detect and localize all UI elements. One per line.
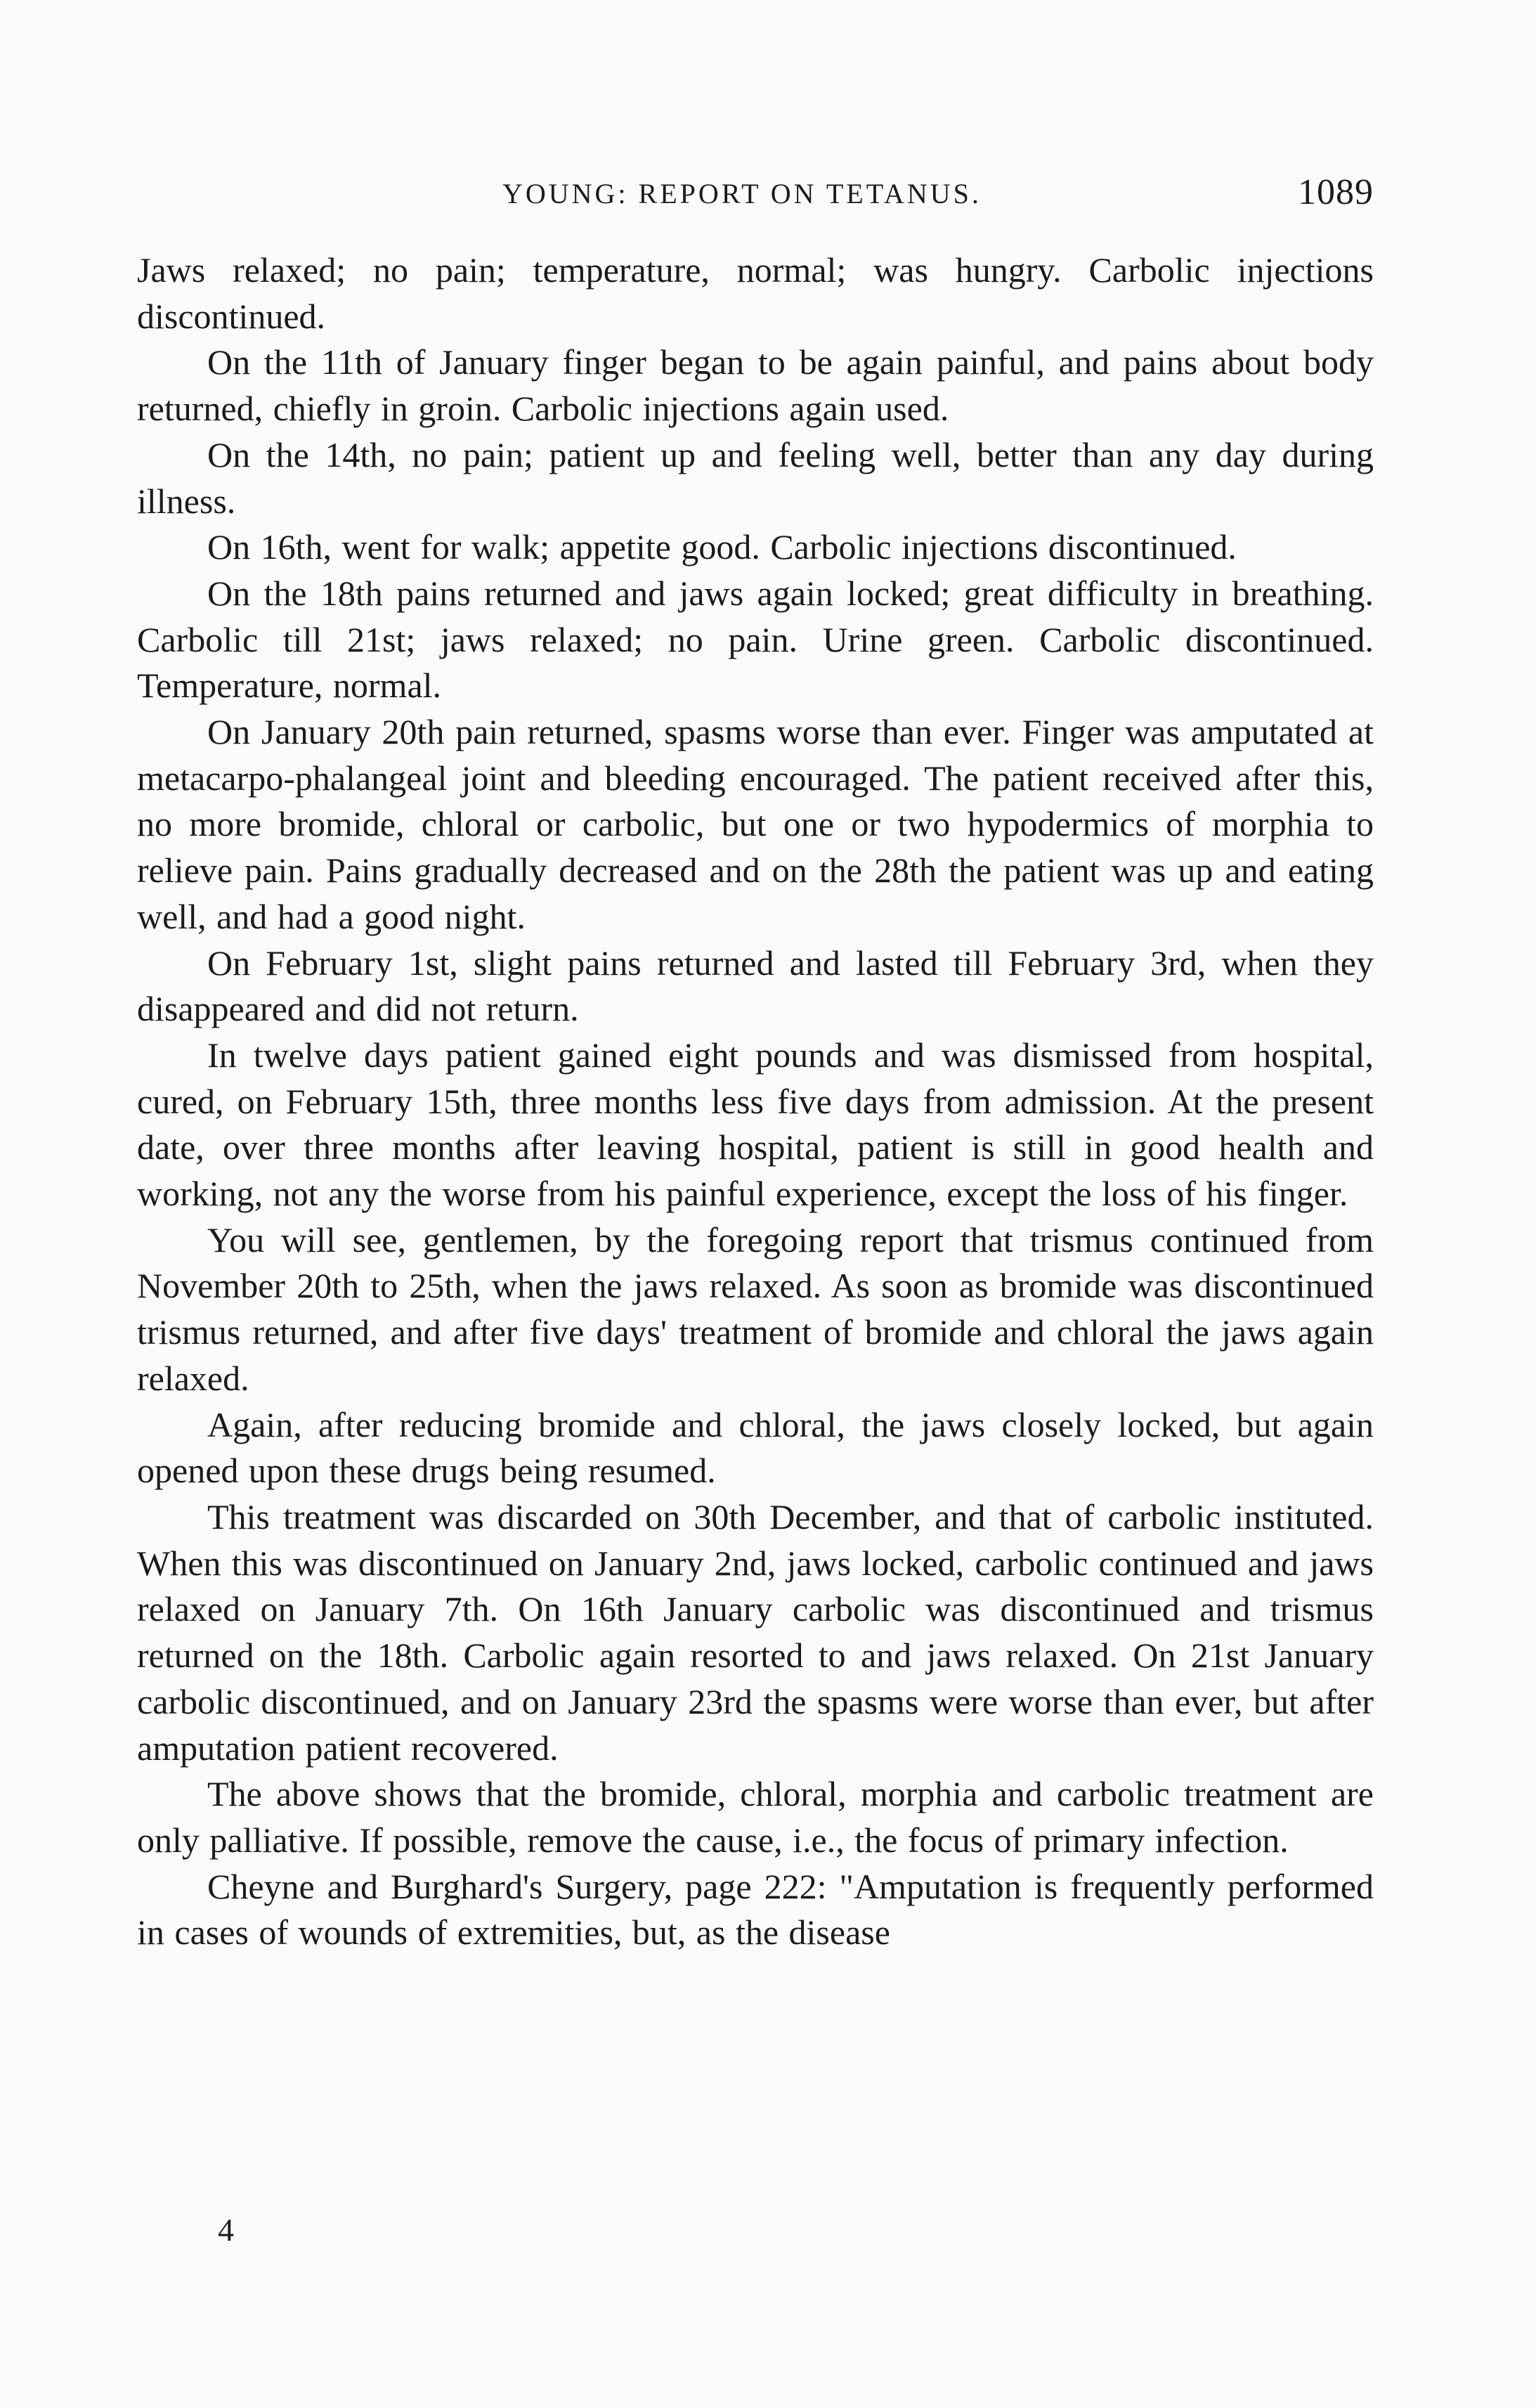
page-number: 1089 — [1298, 172, 1374, 212]
paragraph-4: On 16th, went for walk; appetite good. Carbolic injections discontinued. — [207, 527, 1237, 567]
paragraph-10: Again, after reducing bromide and chloral, the jaws closely locked, but again opened upon these drugs being resumed. — [137, 1404, 1374, 1491]
signature-mark: 4 — [218, 2212, 234, 2248]
paragraph-11: This treatment was discarded on 30th December, and that of carbolic instituted. When this was discontinued on January 2nd, jaws locked, carbolic continued and jaws relaxed on January 7th. On 16th January carbolic was discontinued and trismus returned on the 18th. Carbolic again resorted to and jaws relaxed. On 21st January carbolic discontinued, and on January 23rd the spasms were worse than ever, but after amputation patient recovered. — [137, 1496, 1374, 1768]
page-header — [137, 174, 1374, 224]
paragraph-2: On the 11th of January finger began to be again painful, and pains about body returned, chiefly in groin. Carbolic injections again used. — [137, 342, 1374, 429]
paragraph-6: On January 20th pain returned, spasms worse than ever. Finger was amputated at metacarpo-phalangeal joint and bleeding encouraged. The patient received after this, no more bromide, chloral or carbolic, but one or two hypodermics of morphia to relieve pain. Pains gradually decreased and on the 28th the patient was up and eating well, and had a good night. — [137, 712, 1374, 936]
paragraph-13: Cheyne and Burghard's Surgery, page 222: "Amputation is frequently performed in cases of wounds of extremities, but, as the disease — [137, 1866, 1374, 1953]
paragraph-5: On the 18th pains returned and jaws again locked; great difficulty in breathing. Carbolic till 21st; jaws relaxed; no pain. Urine green. Carbolic discontinued. Temperature, normal. — [137, 573, 1374, 706]
paragraph-8: In twelve days patient gained eight pounds and was dismissed from hospital, cured, on February 15th, three months less five days from admission. At the present date, over three months after leaving hospital, patient is still in good health and working, not any the worse from his painful experience, except the loss of his finger. — [137, 1035, 1374, 1214]
paragraph-1: Jaws relaxed; no pain; temperature, normal; was hungry. Carbolic injections discontinued. — [137, 250, 1374, 336]
body-text — [137, 247, 1374, 1956]
paragraph-12: The above shows that the bromide, chloral, morphia and carbolic treatment are only palliative. If possible, remove the cause, i.e., the focus of primary infection. — [137, 1774, 1374, 1860]
paragraph-9: You will see, gentlemen, by the foregoing report that trismus continued from November 20th to 25th, when the jaws relaxed. As soon as bromide was discontinued trismus returned, and after five days' treatment of bromide and chloral the jaws again relaxed. — [137, 1219, 1374, 1398]
running-head: YOUNG: REPORT ON TETANUS. — [502, 178, 982, 209]
paragraph-3: On the 14th, no pain; patient up and feeling well, better than any day during illness. — [137, 434, 1374, 521]
paragraph-7: On February 1st, slight pains returned and lasted till February 3rd, when they disappeared and did not return. — [137, 943, 1374, 1029]
